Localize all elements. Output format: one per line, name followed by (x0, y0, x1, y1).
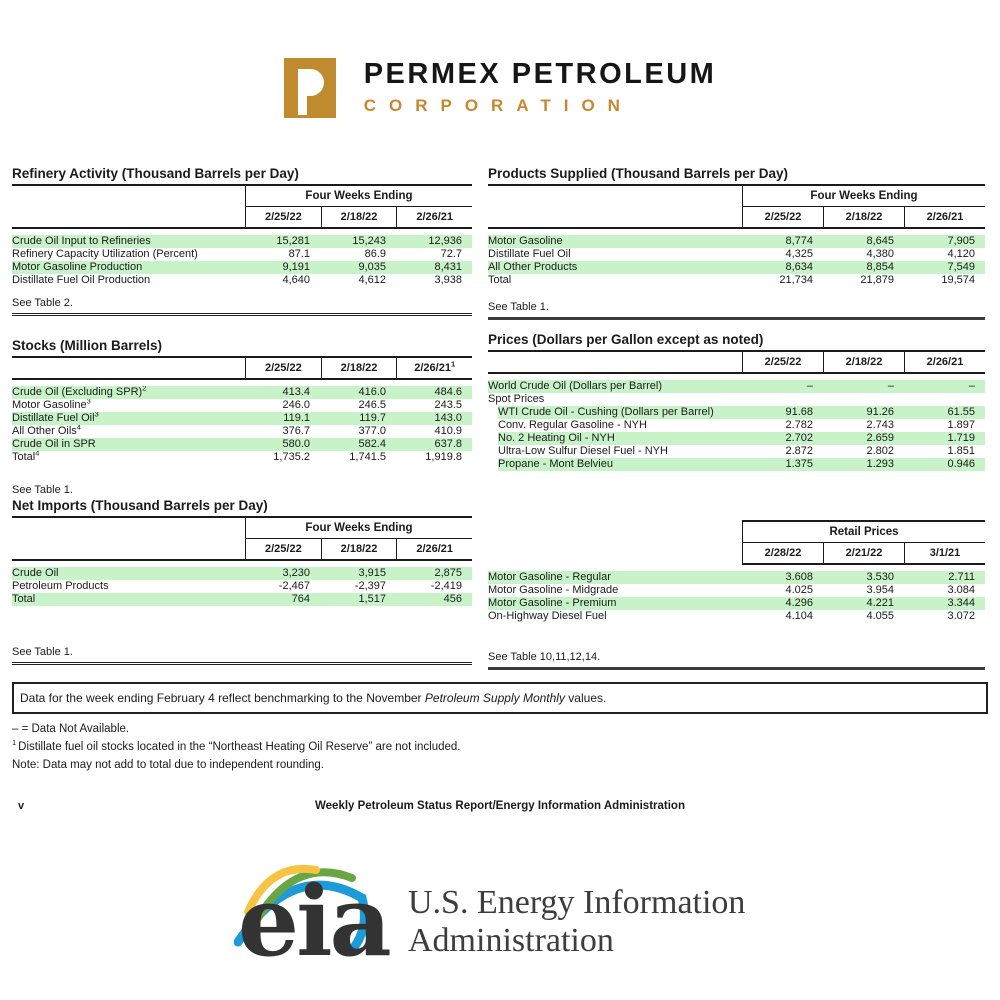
row-value: 3.072 (947, 610, 975, 622)
eia-wordmark: eia (238, 865, 389, 978)
table-row (12, 451, 472, 464)
row-value: 0.946 (947, 458, 975, 470)
permex-monogram-icon (284, 58, 336, 118)
row-label: Motor Gasoline - Midgrade (488, 584, 619, 596)
eia-org-name: U.S. Energy Information Administration (408, 884, 746, 960)
table-title: Products Supplied (Thousand Barrels per Day) (488, 166, 789, 181)
span-header: Retail Prices (743, 522, 985, 543)
column-header: 2/26/21 (396, 207, 472, 227)
table-row (488, 248, 985, 261)
table-row (488, 235, 985, 248)
table-row (488, 261, 985, 274)
table-body (12, 386, 472, 464)
column-headers (246, 207, 472, 227)
row-value: 1,735.2 (273, 451, 310, 463)
row-value: – (806, 380, 813, 392)
row-value: 3,915 (358, 567, 386, 579)
table-row (12, 248, 472, 261)
table-row (498, 419, 985, 432)
row-label: On-Highway Diesel Fuel (488, 610, 607, 622)
table-row (12, 580, 472, 593)
row-value: 246.5 (358, 399, 386, 411)
row-value: 2.872 (785, 445, 813, 457)
column-header: 2/18/22 (321, 539, 397, 559)
row-value: 9,035 (358, 261, 386, 273)
row-value: 4.221 (866, 597, 894, 609)
benchmark-note-box (12, 682, 988, 714)
row-value: 4,120 (947, 248, 975, 260)
table-row (498, 458, 985, 471)
row-label: Propane - Mont Belvieu (498, 458, 613, 470)
column-header: 2/25/22 (764, 356, 802, 368)
row-value: -2,419 (430, 580, 462, 592)
row-label: All Other Products (488, 261, 578, 273)
column-headers (246, 539, 472, 559)
column-header: 2/18/22 (823, 207, 904, 227)
table-row (488, 610, 985, 623)
row-value: 2.702 (785, 432, 813, 444)
row-value: 91.68 (785, 406, 813, 418)
column-header: 2/25/22 (764, 211, 802, 223)
row-value: 1.719 (947, 432, 975, 444)
row-value: 3.344 (947, 597, 975, 609)
row-value: 4,325 (785, 248, 813, 260)
row-label: Spot Prices (488, 393, 545, 405)
retail-prices-section (488, 520, 985, 670)
brand-subname: CORPORATION (363, 96, 633, 115)
column-headers (743, 207, 985, 227)
column-header: 2/21/22 (823, 543, 904, 563)
row-value: 4,380 (866, 248, 894, 260)
row-value: 8,854 (866, 261, 894, 273)
row-value: 12,936 (428, 235, 462, 247)
column-header: 2/18/22 (321, 207, 397, 227)
row-value: 3.954 (866, 584, 894, 596)
table-row (12, 412, 472, 425)
row-value: 2.743 (866, 419, 894, 431)
row-value: 637.8 (434, 438, 462, 450)
row-value: 15,281 (276, 235, 310, 247)
row-value: 2.802 (866, 445, 894, 457)
row-value: 1,517 (358, 593, 386, 605)
table-body (12, 235, 472, 287)
table-body (488, 235, 985, 287)
table-row (12, 567, 472, 580)
row-label: Distillate Fuel Oil Production (12, 274, 151, 286)
row-value: 2.659 (866, 432, 894, 444)
column-headers (743, 352, 985, 372)
span-header: Four Weeks Ending (246, 518, 472, 539)
row-value: 72.7 (440, 248, 462, 260)
table-title: Net Imports (Thousand Barrels per Day) (12, 498, 268, 513)
column-header: 2/26/21 (904, 207, 985, 227)
row-label: Crude Oil (Excluding SPR)$^2$ (12, 386, 147, 398)
row-label: Petroleum Products (12, 580, 109, 592)
row-value: 8,645 (866, 235, 894, 247)
row-value: 1.293 (866, 458, 894, 470)
footnote: $^1$ Distillate fuel oil stocks located in the “Northeast Heating Oil Reserve” are not included. (12, 738, 461, 753)
table-row (12, 425, 472, 438)
table-row (12, 593, 472, 606)
table-row (12, 438, 472, 451)
footnote: – = Data Not Available. (12, 723, 130, 735)
row-value: 1.375 (785, 458, 813, 470)
row-value: 2,875 (434, 567, 462, 579)
row-value: 1.897 (947, 419, 975, 431)
row-value: -2,397 (354, 580, 386, 592)
see-table-note: See Table 10,11,12,14. (488, 651, 985, 670)
table-body (488, 380, 985, 471)
row-value: 61.55 (947, 406, 975, 418)
table-row (12, 399, 472, 412)
refinery-activity-section (12, 166, 472, 316)
row-label: Refinery Capacity Utilization (Percent) (12, 248, 198, 260)
row-value: 1.851 (947, 445, 975, 457)
row-label: WTI Crude Oil - Cushing (Dollars per Barrel) (498, 406, 714, 418)
row-value: 21,734 (779, 274, 813, 286)
row-value: 91.26 (866, 406, 894, 418)
row-label: All Other Oils$^4$ (12, 425, 81, 437)
row-value: 410.9 (434, 425, 462, 437)
row-label: Conv. Regular Gasoline - NYH (498, 419, 647, 431)
row-value: 2.782 (785, 419, 813, 431)
stocks-section (12, 338, 472, 500)
row-label: Motor Gasoline (488, 235, 563, 247)
row-value: 86.9 (364, 248, 386, 260)
column-header: 2/25/22 (264, 362, 302, 374)
table-row (12, 235, 472, 248)
see-table-note: See Table 1. (12, 646, 472, 665)
row-label: Crude Oil Input to Refineries (12, 235, 151, 247)
row-value: 376.7 (282, 425, 310, 437)
permex-logo (0, 58, 1000, 118)
see-table-note: See Table 1. (12, 484, 73, 496)
row-value: 4.055 (866, 610, 894, 622)
row-label: Ultra-Low Sulfur Diesel Fuel - NYH (498, 445, 668, 457)
see-table-note: See Table 2. (12, 297, 472, 316)
row-value: 4,612 (358, 274, 386, 286)
row-value: 8,634 (785, 261, 813, 273)
row-value: 1,741.5 (349, 451, 386, 463)
row-value: 246.0 (282, 399, 310, 411)
column-headers (246, 358, 472, 378)
row-value (904, 393, 985, 406)
row-label: Motor Gasoline$^3$ (12, 399, 91, 411)
row-value: 2.711 (948, 571, 975, 583)
table-row (488, 571, 985, 584)
row-value: 119.7 (359, 412, 386, 424)
column-header: 2/26/21 (396, 539, 472, 559)
row-value: 4.296 (785, 597, 813, 609)
row-value: 8,774 (785, 235, 813, 247)
table-row (488, 380, 985, 393)
products-supplied-section (488, 166, 985, 320)
column-header: 2/26/21 (904, 352, 985, 372)
row-label: Distillate Fuel Oil$^3$ (12, 412, 99, 424)
row-value: -2,467 (278, 580, 310, 592)
row-value: 8,431 (434, 261, 462, 273)
row-value: 4.025 (785, 584, 813, 596)
row-label: Motor Gasoline Production (12, 261, 143, 273)
report-footer-title: Weekly Petroleum Status Report/Energy Information Administration (315, 800, 685, 812)
column-header: 2/25/22 (264, 543, 302, 555)
row-value: 19,574 (941, 274, 975, 286)
column-header: $2/26/21^1$ (396, 358, 472, 378)
row-value: 1,919.8 (425, 451, 462, 463)
row-value: 119.1 (283, 412, 310, 424)
span-header: Four Weeks Ending (743, 186, 985, 207)
column-header: 2/18/22 (823, 352, 904, 372)
row-value: 3.608 (785, 571, 813, 583)
row-value (823, 393, 904, 406)
table-title: Refinery Activity (Thousand Barrels per Day) (12, 166, 299, 181)
row-label: Total (488, 274, 512, 286)
see-table-note: See Table 1. (488, 301, 985, 320)
row-label: Motor Gasoline - Premium (488, 597, 617, 609)
table-row (12, 261, 472, 274)
table-title: Stocks (Million Barrels) (12, 338, 163, 353)
table-body (488, 571, 985, 623)
row-value: 21,879 (860, 274, 894, 286)
table-row (12, 386, 472, 399)
row-value: 7,549 (947, 261, 975, 273)
row-value: 484.6 (434, 386, 462, 398)
row-value: 582.4 (358, 438, 386, 450)
row-value: 3.084 (947, 584, 975, 596)
row-value: 580.0 (282, 438, 310, 450)
row-label: Motor Gasoline - Regular (488, 571, 611, 583)
row-label: Distillate Fuel Oil (488, 248, 571, 260)
row-value: 3,938 (434, 274, 462, 286)
table-row (498, 432, 985, 445)
brand-name: PERMEX PETROLEUM (363, 58, 717, 90)
table-row (488, 597, 985, 610)
column-header: 2/25/22 (264, 211, 302, 223)
row-label: Crude Oil in SPR (12, 438, 96, 450)
row-value (742, 393, 823, 406)
row-value: 15,243 (352, 235, 386, 247)
row-value: 143.0 (434, 412, 462, 424)
row-value: 3,230 (282, 567, 310, 579)
row-value: 9,191 (282, 261, 310, 273)
table-title: Prices (Dollars per Gallon except as noted) (488, 332, 764, 347)
row-value: 3.530 (866, 571, 894, 583)
table-row (488, 274, 985, 287)
prices-section (488, 332, 985, 471)
table-row (12, 274, 472, 287)
row-value: – (887, 380, 894, 392)
row-value: 4.104 (785, 610, 813, 622)
column-header: 3/1/21 (904, 543, 985, 563)
row-value: 416.0 (358, 386, 386, 398)
row-value: 7,905 (947, 235, 975, 247)
row-label: World Crude Oil (Dollars per Barrel) (488, 380, 663, 392)
row-label: No. 2 Heating Oil - NYH (498, 432, 615, 444)
column-headers (743, 543, 985, 563)
row-label: Crude Oil (12, 567, 59, 579)
net-imports-section (12, 498, 472, 665)
table-row (488, 584, 985, 597)
benchmark-note-text: Data for the week ending February 4 reflect benchmarking to the November (20, 691, 425, 705)
page-marker: v (18, 800, 25, 812)
benchmark-note-italic: Petroleum Supply Monthly (424, 691, 565, 705)
row-value: 764 (291, 593, 310, 605)
footnotes-block (12, 720, 461, 774)
span-header: Four Weeks Ending (246, 186, 472, 207)
footnote: Note: Data may not add to total due to independent rounding. (12, 759, 324, 771)
column-header: 2/18/22 (321, 358, 397, 378)
row-value: 87.1 (288, 248, 310, 260)
row-value: – (968, 380, 975, 392)
table-body (12, 567, 472, 606)
row-value: 4,640 (282, 274, 310, 286)
row-value: 243.5 (434, 399, 462, 411)
row-value: 456 (443, 593, 462, 605)
benchmark-note-suffix: values. (564, 691, 607, 705)
table-row (498, 406, 985, 419)
row-label: Total$^4$ (12, 451, 40, 463)
table-row (488, 393, 985, 406)
column-header: 2/28/22 (764, 547, 802, 559)
table-row (498, 445, 985, 458)
row-value: 413.4 (282, 386, 310, 398)
row-value: 377.0 (358, 425, 386, 437)
row-label: Total (12, 593, 36, 605)
